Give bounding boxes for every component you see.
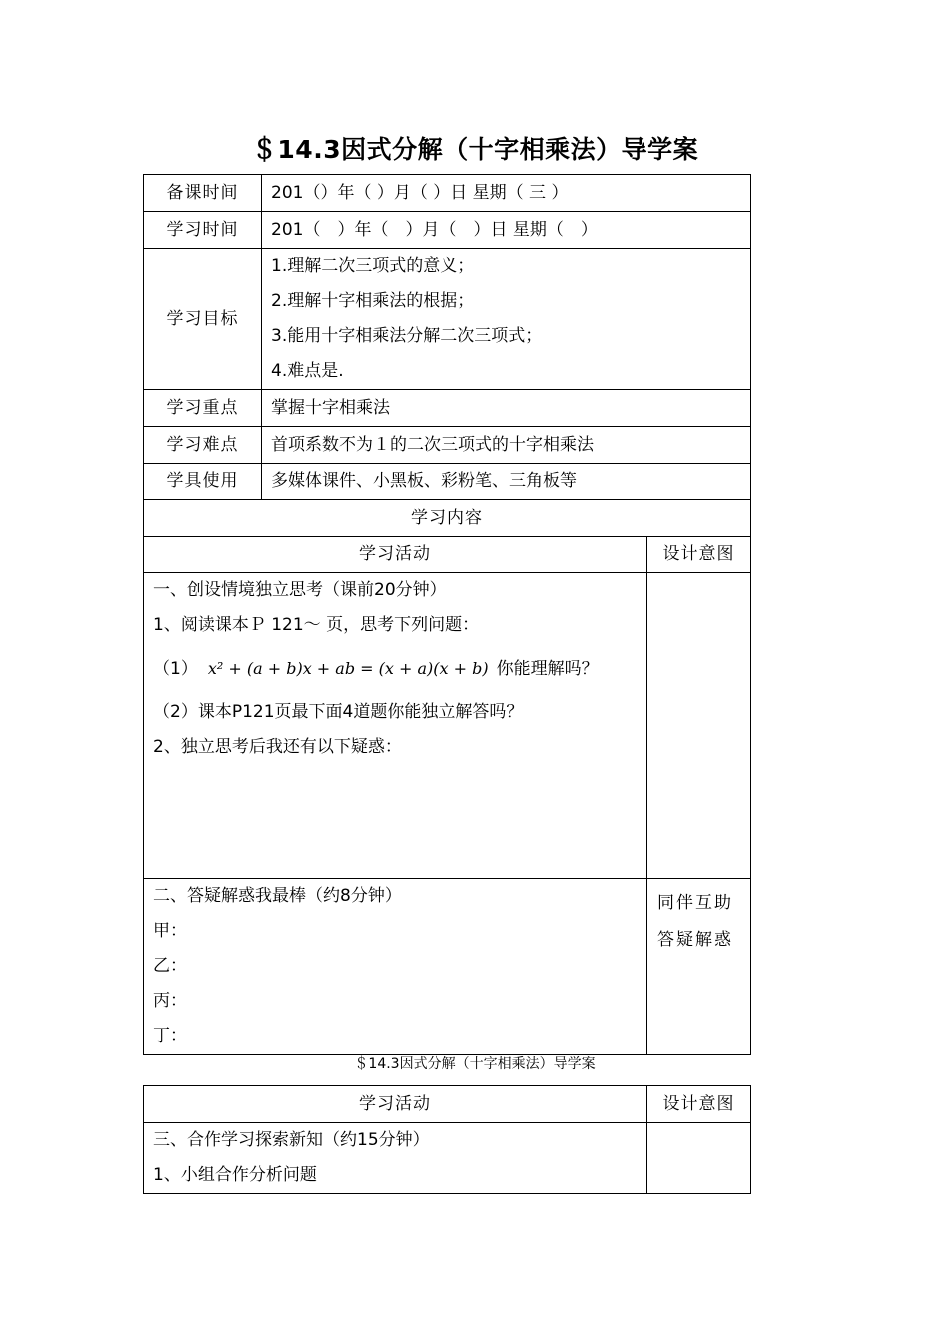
difficulty-label: 学习难点 bbox=[144, 427, 262, 464]
design-column-header: 设计意图 bbox=[647, 537, 751, 573]
goal-item: 2.理解十字相乘法的根据； bbox=[271, 291, 475, 311]
study-time-value: 201（ ）年（ ）月（ ）日 星期（ ） bbox=[262, 212, 751, 249]
section3-title: 三、合作学习探索新知（约15分钟） bbox=[153, 1130, 430, 1150]
answer-line: 甲： bbox=[153, 921, 187, 941]
goals-label: 学习目标 bbox=[144, 249, 262, 390]
goal-item: 3.能用十字相乘法分解二次三项式； bbox=[271, 326, 543, 346]
tools-label: 学具使用 bbox=[144, 464, 262, 500]
section3-design bbox=[647, 1123, 751, 1194]
page-footer-title: ＄14.3因式分解（十字相乘法）导学案 bbox=[354, 1056, 596, 1072]
section1-sub1 bbox=[144, 643, 646, 695]
difficulty-value: 首项系数不为１的二次三项式的十字相乘法 bbox=[262, 427, 751, 464]
lesson-plan-table-continued bbox=[143, 1085, 751, 1194]
goals-row bbox=[144, 249, 751, 390]
tools-value: 多媒体课件、小黑板、彩粉笔、三角板等 bbox=[262, 464, 751, 500]
column-header-row bbox=[144, 537, 751, 573]
section1-question1: 1、阅读课本Ｐ 121～ 页，思考下列问题： bbox=[153, 615, 480, 635]
section2-design bbox=[647, 879, 751, 1055]
tools-row bbox=[144, 464, 751, 500]
section3-row bbox=[144, 1123, 751, 1194]
goal-item: 4.难点是. bbox=[271, 361, 344, 381]
section1-row bbox=[144, 573, 751, 879]
lesson-plan-table bbox=[143, 174, 751, 1055]
section2-design-note bbox=[647, 879, 750, 959]
activity-column-header: 学习活动 bbox=[144, 1086, 647, 1123]
prep-time-label: 备课时间 bbox=[144, 175, 262, 212]
answer-line: 丁： bbox=[153, 1026, 187, 1046]
section1-title: 一、创设情境独立思考（课前20分钟） bbox=[153, 580, 447, 600]
study-time-row bbox=[144, 212, 751, 249]
key-point-value: 掌握十字相乘法 bbox=[262, 390, 751, 427]
factoring-formula: x² + (a + b)x + ab = (x + a)(x + b) bbox=[207, 659, 489, 678]
goal-item: 1.理解二次三项式的意义； bbox=[271, 256, 475, 276]
goals-list bbox=[262, 249, 751, 390]
document-title: ＄14.3因式分解（十字相乘法）导学案 bbox=[251, 135, 699, 164]
sub1-suffix: 你能理解吗？ bbox=[496, 659, 599, 679]
answer-line: 丙： bbox=[153, 991, 187, 1011]
section2-row bbox=[144, 879, 751, 1055]
study-time-label: 学习时间 bbox=[144, 212, 262, 249]
prep-time-row bbox=[144, 175, 751, 212]
section2-activity bbox=[144, 879, 647, 1055]
design-note-line: 同伴互助 bbox=[657, 893, 733, 913]
column-header-row bbox=[144, 1086, 751, 1123]
content-header: 学习内容 bbox=[144, 500, 751, 537]
design-column-header: 设计意图 bbox=[647, 1086, 751, 1123]
prep-time-value: 201（）年（ ）月（ ）日 星期（ 三 ） bbox=[262, 175, 751, 212]
section1-activity bbox=[144, 573, 647, 879]
section3-activity bbox=[144, 1123, 647, 1194]
section1-design bbox=[647, 573, 751, 879]
section2-title: 二、答疑解惑我最棒（约8分钟） bbox=[153, 886, 402, 906]
design-note-line: 答疑解惑 bbox=[657, 930, 733, 950]
section1-question2: 2、独立思考后我还有以下疑惑： bbox=[153, 737, 402, 757]
content-header-row bbox=[144, 500, 751, 537]
activity-column-header: 学习活动 bbox=[144, 537, 647, 573]
sub1-prefix: （1） bbox=[153, 659, 198, 679]
section3-question1: 1、小组合作分析问题 bbox=[153, 1165, 317, 1185]
answer-line: 乙： bbox=[153, 956, 187, 976]
section1-sub2: （2）课本P121页最下面4道题你能独立解答吗？ bbox=[153, 702, 524, 722]
key-point-label: 学习重点 bbox=[144, 390, 262, 427]
key-point-row bbox=[144, 390, 751, 427]
difficulty-row bbox=[144, 427, 751, 464]
